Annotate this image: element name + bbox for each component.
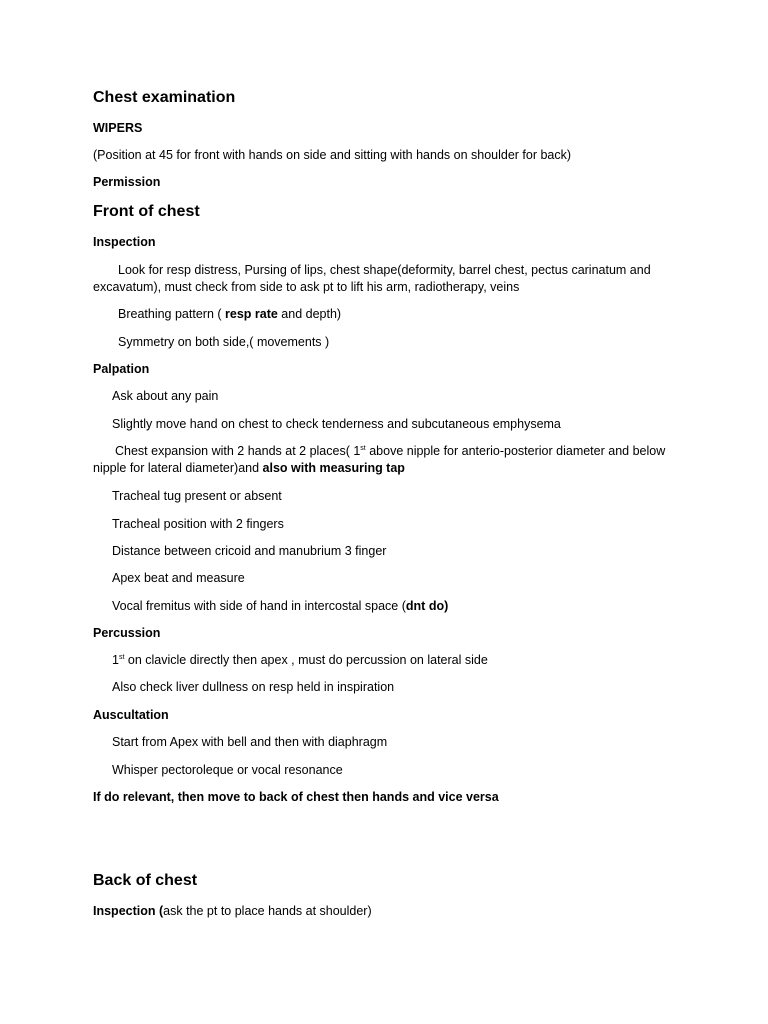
inspection-look-for: Look for resp distress, Pursing of lips, chest shape(deformity, barrel chest, pectus carinatum and excavatum), must check from side to ask pt to lift his arm, radiotherapy, veins [93,263,651,294]
position-note: (Position at 45 for front with hands on side and sitting with hands on shoulder for back) [93,148,572,162]
wipers-label: WIPERS [93,121,143,135]
vocal-bold: dnt do) [405,599,449,613]
breathing-text: Breathing pattern ( [118,307,226,321]
palpation-tenderness: Slightly move hand on chest to check tenderness and subcutaneous emphysema [112,417,561,431]
back-inspection-text: ask the pt to place hands at shoulder) [163,904,372,918]
expansion-text-mid: above nipple for anterio-posterior diameter and below nipple for lateral diameter)and [93,444,666,475]
palpation-tracheal-position: Tracheal position with 2 fingers [112,517,284,531]
auscultation-apex: Start from Apex with bell and then with diaphragm [112,735,388,749]
front-inspection-heading: Inspection [93,235,156,249]
expansion-text: Chest expansion with 2 hands at 2 places( 1 [115,444,361,458]
front-heading: Front of chest [93,203,200,220]
palpation-expansion [93,443,683,477]
auscultation-whisper: Whisper pectoroleque or vocal resonance [112,763,343,777]
percussion-superscript: st [118,653,125,661]
breathing-text-end: and depth) [277,307,342,321]
back-heading: Back of chest [93,872,198,889]
expansion-superscript: st [360,444,366,452]
auscultation-heading: Auscultation [93,708,169,722]
breathing-bold: resp rate [225,307,278,321]
palpation-distance: Distance between cricoid and manubrium 3 finger [112,544,387,558]
percussion-first [93,652,712,669]
percussion-number: 1 [112,653,119,667]
expansion-bold: also with measuring tap [262,461,405,475]
percussion-liver: Also check liver dullness on resp held in inspiration [112,680,395,694]
palpation-apex: Apex beat and measure [112,571,245,585]
palpation-vocal [93,598,712,615]
inspection-breathing [93,306,718,323]
palpation-heading: Palpation [93,362,150,376]
relevant-note: If do relevant, then move to back of chest then hands and vice versa [93,790,499,804]
inspection-symmetry: Symmetry on both side,( movements ) [118,335,330,349]
back-inspection [93,903,693,920]
palpation-pain: Ask about any pain [112,389,219,403]
permission-label: Permission [93,175,161,189]
vocal-text: Vocal fremitus with side of hand in intercostal space ( [112,599,406,613]
percussion-heading: Percussion [93,626,161,640]
palpation-tracheal-tug: Tracheal tug present or absent [112,489,282,503]
page-title: Chest examination [93,89,236,106]
back-inspection-bold: Inspection ( [93,904,164,918]
percussion-text: on clavicle directly then apex , must do percussion on lateral side [124,653,488,667]
